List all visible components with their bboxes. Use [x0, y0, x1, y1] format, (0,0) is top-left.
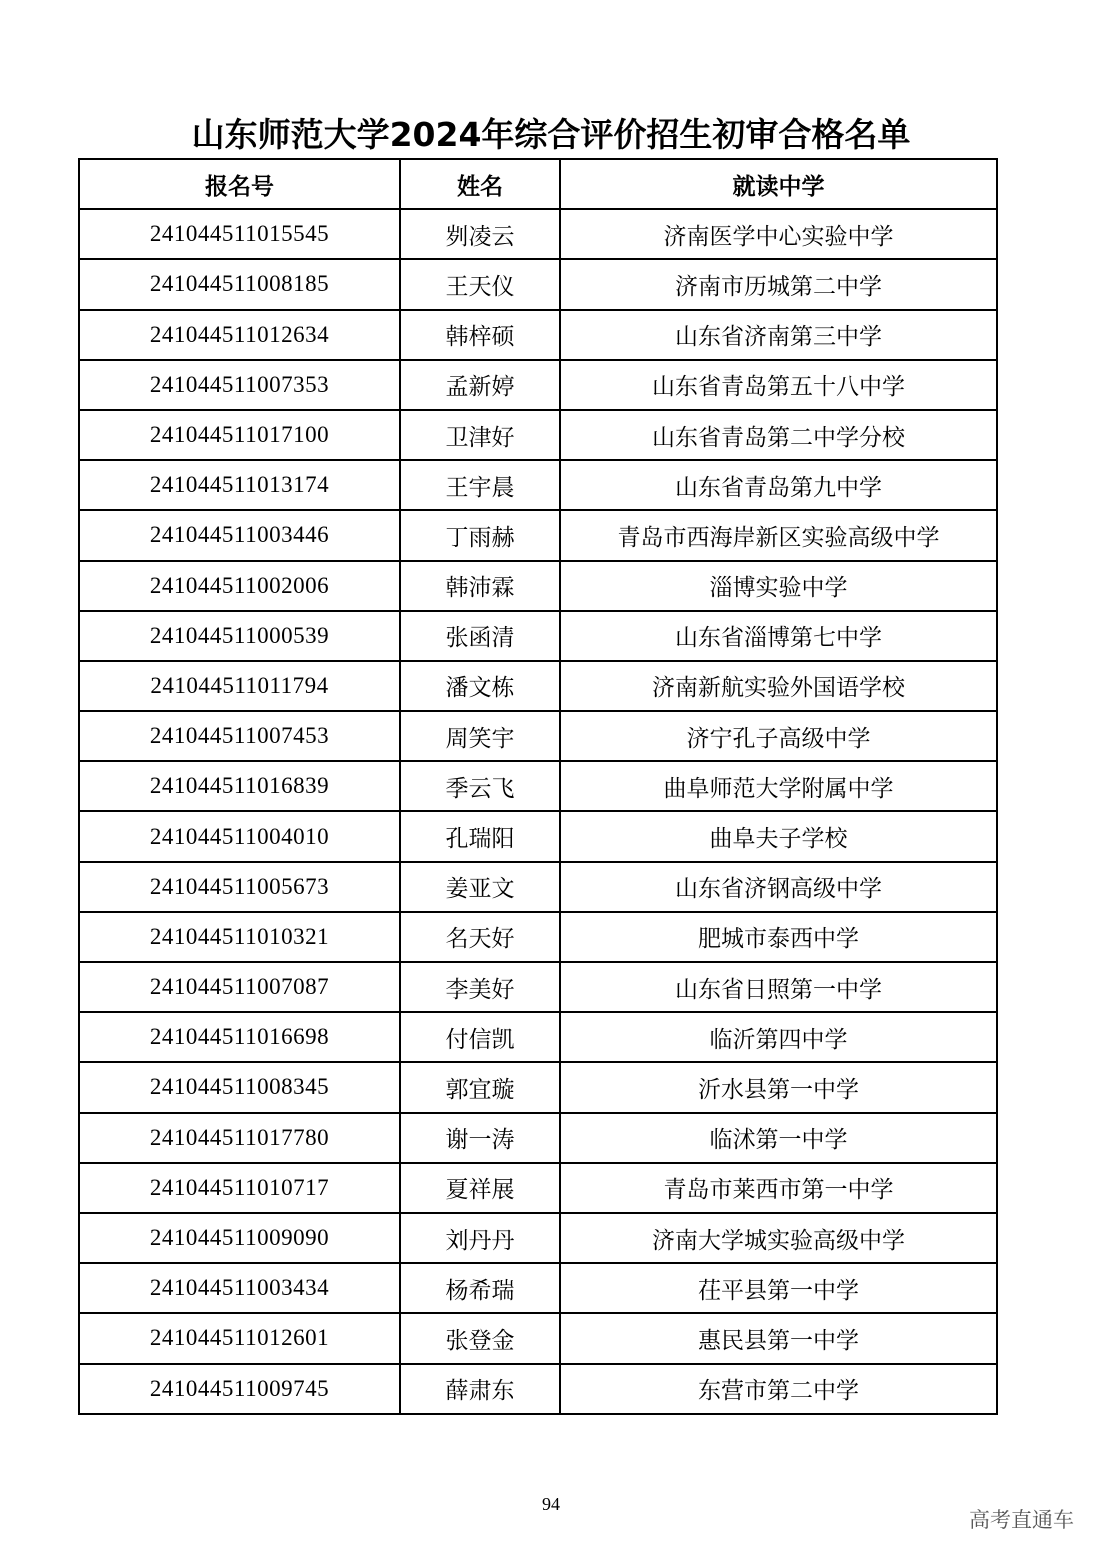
registration-number-cell: 241044511003434	[79, 1263, 400, 1313]
student-name-cell: 季云飞	[400, 761, 560, 811]
registration-number-cell: 241044511011794	[79, 661, 400, 711]
table-row	[79, 811, 997, 861]
registration-number-cell: 241044511010717	[79, 1163, 400, 1213]
registration-number-cell: 241044511003446	[79, 510, 400, 560]
student-name-cell: 夏祥展	[400, 1163, 560, 1213]
table-row	[79, 912, 997, 962]
school-cell: 济南大学城实验高级中学	[560, 1213, 997, 1263]
registration-number-cell: 241044511008185	[79, 259, 400, 309]
student-name-cell: 刿凌云	[400, 209, 560, 259]
school-cell: 山东省淄博第七中学	[560, 611, 997, 661]
school-cell: 临沂第四中学	[560, 1012, 997, 1062]
registration-number-cell: 241044511017100	[79, 410, 400, 460]
school-cell: 青岛市莱西市第一中学	[560, 1163, 997, 1213]
table-row	[79, 360, 997, 410]
student-name-cell: 姜亚文	[400, 862, 560, 912]
student-name-cell: 张函清	[400, 611, 560, 661]
school-cell: 沂水县第一中学	[560, 1062, 997, 1112]
table-row	[79, 1213, 997, 1263]
header-name: 姓名	[400, 159, 560, 209]
student-name-cell: 杨希瑞	[400, 1263, 560, 1313]
registration-number-cell: 241044511009090	[79, 1213, 400, 1263]
table-body	[79, 209, 997, 1414]
registration-number-cell: 241044511013174	[79, 460, 400, 510]
student-name-cell: 谢一涛	[400, 1113, 560, 1163]
registration-number-cell: 241044511016698	[79, 1012, 400, 1062]
table-row	[79, 1364, 997, 1414]
school-cell: 淄博实验中学	[560, 561, 997, 611]
table-row	[79, 310, 997, 360]
table-row	[79, 410, 997, 460]
school-cell: 山东省日照第一中学	[560, 962, 997, 1012]
table-row	[79, 611, 997, 661]
student-name-cell: 孔瑞阳	[400, 811, 560, 861]
school-cell: 肥城市泰西中学	[560, 912, 997, 962]
table-row	[79, 862, 997, 912]
student-name-cell: 丁雨赫	[400, 510, 560, 560]
student-name-cell: 潘文栋	[400, 661, 560, 711]
registration-number-cell: 241044511007453	[79, 711, 400, 761]
watermark: 高考直通车	[969, 1508, 1074, 1532]
school-cell: 曲阜师范大学附属中学	[560, 761, 997, 811]
student-name-cell: 刘丹丹	[400, 1213, 560, 1263]
table-row	[79, 1113, 997, 1163]
table-row	[79, 259, 997, 309]
school-cell: 惠民县第一中学	[560, 1313, 997, 1363]
registration-number-cell: 241044511015545	[79, 209, 400, 259]
school-cell: 济南医学中心实验中学	[560, 209, 997, 259]
student-name-cell: 周笑宇	[400, 711, 560, 761]
registration-number-cell: 241044511008345	[79, 1062, 400, 1112]
table-row	[79, 561, 997, 611]
registration-number-cell: 241044511007087	[79, 962, 400, 1012]
admission-list-table	[78, 158, 998, 1415]
registration-number-cell: 241044511012601	[79, 1313, 400, 1363]
school-cell: 济南新航实验外国语学校	[560, 661, 997, 711]
registration-number-cell: 241044511016839	[79, 761, 400, 811]
school-cell: 山东省济南第三中学	[560, 310, 997, 360]
student-name-cell: 韩沛霖	[400, 561, 560, 611]
table-row	[79, 1012, 997, 1062]
student-name-cell: 薛肃东	[400, 1364, 560, 1414]
registration-number-cell: 241044511000539	[79, 611, 400, 661]
student-name-cell: 韩梓硕	[400, 310, 560, 360]
page-number: 94	[542, 1494, 560, 1514]
header-school: 就读中学	[560, 159, 997, 209]
school-cell: 东营市第二中学	[560, 1364, 997, 1414]
school-cell: 茌平县第一中学	[560, 1263, 997, 1313]
registration-number-cell: 241044511010321	[79, 912, 400, 962]
table-row	[79, 1062, 997, 1112]
school-cell: 临沭第一中学	[560, 1113, 997, 1163]
registration-number-cell: 241044511005673	[79, 862, 400, 912]
registration-number-cell: 241044511012634	[79, 310, 400, 360]
school-cell: 济宁孔子高级中学	[560, 711, 997, 761]
school-cell: 山东省青岛第九中学	[560, 460, 997, 510]
student-name-cell: 李美好	[400, 962, 560, 1012]
table-row	[79, 711, 997, 761]
student-name-cell: 郭宜璇	[400, 1062, 560, 1112]
table-row	[79, 761, 997, 811]
school-cell: 山东省青岛第五十八中学	[560, 360, 997, 410]
registration-number-cell: 241044511002006	[79, 561, 400, 611]
school-cell: 山东省济钢高级中学	[560, 862, 997, 912]
student-name-cell: 王天仪	[400, 259, 560, 309]
student-name-cell: 卫津好	[400, 410, 560, 460]
table-row	[79, 209, 997, 259]
table-row	[79, 1313, 997, 1363]
table-row	[79, 460, 997, 510]
school-cell: 曲阜夫子学校	[560, 811, 997, 861]
school-cell: 山东省青岛第二中学分校	[560, 410, 997, 460]
table-row	[79, 510, 997, 560]
student-name-cell: 付信凯	[400, 1012, 560, 1062]
student-name-cell: 张登金	[400, 1313, 560, 1363]
header-registration-number: 报名号	[79, 159, 400, 209]
table-row	[79, 1163, 997, 1213]
registration-number-cell: 241044511007353	[79, 360, 400, 410]
table-row	[79, 661, 997, 711]
registration-number-cell: 241044511004010	[79, 811, 400, 861]
student-name-cell: 名天好	[400, 912, 560, 962]
registration-number-cell: 241044511009745	[79, 1364, 400, 1414]
document-title: 山东师范大学2024年综合评价招生初审合格名单	[191, 115, 911, 154]
table-header-row	[79, 159, 997, 209]
student-name-cell: 孟新婷	[400, 360, 560, 410]
school-cell: 济南市历城第二中学	[560, 259, 997, 309]
registration-number-cell: 241044511017780	[79, 1113, 400, 1163]
student-name-cell: 王宇晨	[400, 460, 560, 510]
table-row	[79, 962, 997, 1012]
school-cell: 青岛市西海岸新区实验高级中学	[560, 510, 997, 560]
table-row	[79, 1263, 997, 1313]
